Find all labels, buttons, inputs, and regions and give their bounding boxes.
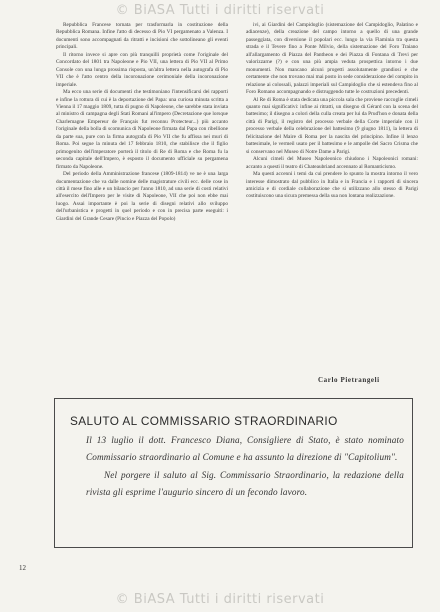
notice-body xyxy=(86,432,404,501)
notice-paragraph: Nel porgere il saluto al Sig. Commissario Straordinario, la redazione della rivista gli esprime l'augurio sincero di un fecondo lavoro. xyxy=(86,469,404,497)
article-paragraph: Ma questi accenni i temi da cui prendere lo spunto la mostra intorno il vero interesse dimostrato dal pubblico in Italia e in Francia e i rapporti di sincera amicizia e di cordiale collaborazione che si utilizzano allo stesso di Parigi costituiscono una sicura premessa della sua non lontana realizzazione. xyxy=(246,171,418,200)
notice-paragraph: Il 13 luglio il dott. Francesco Diana, Consigliere di Stato, è stato nominato Commissario straordinario al Comune e ha assunto la direzione di "Capitolium". xyxy=(86,435,404,463)
article-column-left xyxy=(56,22,228,223)
page-number: 12 xyxy=(19,564,26,572)
watermark-top: © BiASA Tutti i diritti riservati xyxy=(115,3,325,18)
article-paragraph: Il ritorno invece si apre con più tranquilli proprietà come l'originale del Concordato del 1801 tra Napoleone e Pio VII, una lettera di Pio VII al Primo Console con una lunga prossima risposta, un'altra lettera nella autografa di Pio VII che è l'atto centro della incoronazione cerimoniale della incoronazione imperiale. xyxy=(56,51,228,88)
article-paragraph: Repubblica Francese tornata per trasformarla in costituzione della Repubblica Romana. Infine l'atto di decesso di Pio VI pergamenato a Valenza. I documenti sono accompagnati da ritratti e incisioni che sottolineano gli eventi principali. xyxy=(56,22,228,51)
article-paragraph: Alcuni cimeli del Museo Napoleonico chiudono i Napoleonici romani: accanto a questi il teatro di Chateaubriand accennato al Romanticismo. xyxy=(246,156,418,170)
article-paragraph: Al Re di Roma è stata dedicata una piccola sala che proviene raccoglie cimeli quanto mai significativi: infine ai ritratti, un disegno di Gérard con la scena del battesimo; il disegno a colori della culla creata per lui da Prud'hon e donata della città di Parigi, il registro del processo verbale della Corte imperiale con il processo verbale della celebrazione del battesimo (9 giugno 1811), la lettera di felicitazione del Maire di Roma per la nascita del principino. Infine il lenzo battesimale, le vermeil usato per il battesimo e le ampolle del Sacro Crisma che si conservano nel Museo di Notre Dame a Parigi. xyxy=(246,96,418,155)
article-signature: Carlo Pietrangeli xyxy=(318,376,380,384)
article-paragraph: Ma ecco una serie di documenti che testimoniano l'intensificarsi dei rapporti e infine la rottura di cui è la deportazione del Papa: una curiosa minuta scritta a Vienna il 17 maggio 1809, tutta di pugno di Napoleone, che sarebbe stata inviata al ministro di campagna degli Stati Romani all'impero (Decretazione que lorsque Charlemagne Empereur de Français fut reconnu Protecteur...) più accanto l'originale della bolla di scomunica di Napoleone firmata dal Papa con ribellione da parte sua, pure con la firma autografa di Pio VII che fu affissa nei muri di Roma. Poi segue la minuta del 17 febbraio 1810, che stabilisce che il figlio primogenito dell'imperatore porterà il titolo di Re di Roma e che Roma fu la seconda capitale dell'Impero, è esposto il documento ufficiale su pergamena firmato da Napoleone. xyxy=(56,89,228,170)
article-paragraph: Del periodo della Amministrazione francese (1809-1814) ve ne è una larga documentazione che va dalle nomine delle magistrature civili ecc. delle cose in città il mese fino alle e un bilancio per l'anno 1810, ad una serie di costi relativi all'esercito dell'Impero per le visite di Napoleone, VII che poi non ebbe mai luogo. Assai importante è poi la serie di disegni relativi allo sviluppo dell'urbanistica e progetti in quel periodo e con in precisa parte eseguiti: i Giardini del Grande Cesare (Pincio e Piazza del Popolo) xyxy=(56,171,228,222)
notice-title: SALUTO AL COMMISSARIO STRAORDINARIO xyxy=(70,414,338,428)
article-paragraph: ivi, ai Giardini del Campidoglio (sistemazione del Campidoglio, Palatino e adiacenze), della creazione del campo intorno a quello di una grande passeggiata, con diversione il popolari ecc. lungo la via Flaminia tra questa strada e il Tevere fino a Ponte Milvio, della sistemazione del Foro Traiano all'allargamento di Piazza del Pantheon e dei Piazza di Fontana di Trevi per valorizzarne (?) e con una più ampia veduta prospettica intorno i due monumenti. Non mancano alcuni progetti assolutamente grandiosi e che certamente che non trovano mai mai posto in sede considerazione del compito in relazione ai colossali, palazzi imperiali sul Campidoglio che si estendeva fino al Foro Romano accompagnando e distruggendo tutte le costruzioni precedenti. xyxy=(246,22,418,96)
article-column-right xyxy=(246,22,418,201)
watermark-bottom: © BiASA Tutti i diritti riservati xyxy=(115,592,325,607)
